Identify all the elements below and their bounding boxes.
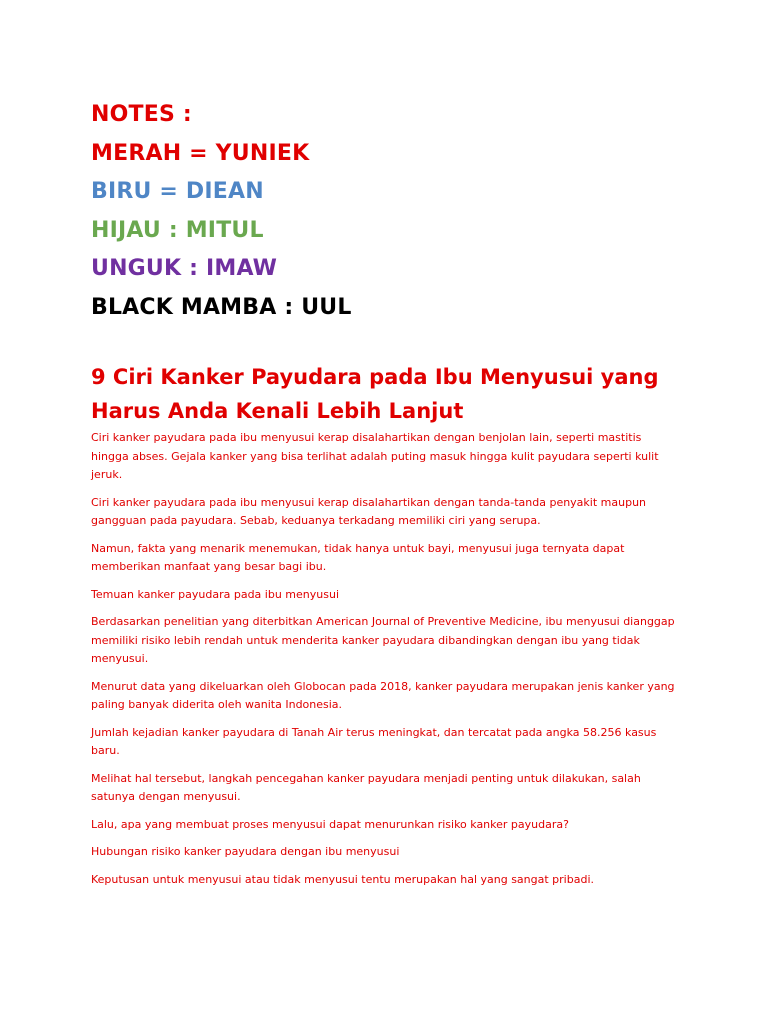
notes-heading: NOTES : xyxy=(91,102,192,127)
legend-blue-biru: BIRU = DIEAN xyxy=(91,179,264,204)
paragraph: Menurut data yang dikeluarkan oleh Globocan pada 2018, kanker payudara merupakan jenis kanker yang paling banyak diderita oleh wanita Indonesia. xyxy=(91,679,675,711)
color-legend-notes xyxy=(91,96,691,327)
paragraph: Ciri kanker payudara pada ibu menyusui kerap disalahartikan dengan tanda-tanda penyakit maupun gangguan pada payudara. Sebab, keduanya terkadang memiliki ciri yang serupa. xyxy=(91,495,647,527)
document-page xyxy=(91,96,691,898)
paragraph: Berdasarkan penelitian yang diterbitkan American Journal of Preventive Medicine, ibu menyusui dianggap memiliki risiko lebih rendah untuk menderita kanker payudara dibandingkan dengan ibu yang tidak menyusui. xyxy=(91,615,675,665)
paragraph: Namun, fakta yang menarik menemukan, tidak hanya untuk bayi, menyusui juga ternyata dapat memberikan manfaat yang besar bagi ibu. xyxy=(91,541,625,573)
legend-black-mamba: BLACK MAMBA : UUL xyxy=(91,294,352,320)
section-subheading: Temuan kanker payudara pada ibu menyusui xyxy=(91,587,339,601)
paragraph: Jumlah kejadian kanker payudara di Tanah Air terus meningkat, dan tercatat pada angka 58.256 kasus baru. xyxy=(91,725,657,757)
paragraph: Ciri kanker payudara pada ibu menyusui kerap disalahartikan dengan benjolan lain, seperti mastitis hingga abses. Gejala kanker yang bisa terlihat adalah puting masuk hingga kulit payudara seperti kulit jeruk. xyxy=(91,431,659,481)
legend-green-hijau: HIJAU : MITUL xyxy=(91,217,264,243)
paragraph: Lalu, apa yang membuat proses menyusui dapat menurunkan risiko kanker payudara? xyxy=(91,817,569,831)
paragraph: Melihat hal tersebut, langkah pencegahan kanker payudara menjadi penting untuk dilakukan, salah satunya dengan menyusui. xyxy=(91,771,641,803)
paragraph: Keputusan untuk menyusui atau tidak menyusui tentu merupakan hal yang sangat pribadi. xyxy=(91,872,594,886)
legend-red-merah: MERAH = YUNIEK xyxy=(91,140,310,166)
section-subheading: Hubungan risiko kanker payudara dengan ibu menyusui xyxy=(91,845,400,858)
article-title: 9 Ciri Kanker Payudara pada Ibu Menyusui yang Harus Anda Kenali Lebih Lanjut xyxy=(91,365,659,423)
article-body xyxy=(91,429,681,889)
legend-purple-unguk: UNGUK : IMAW xyxy=(91,256,278,281)
